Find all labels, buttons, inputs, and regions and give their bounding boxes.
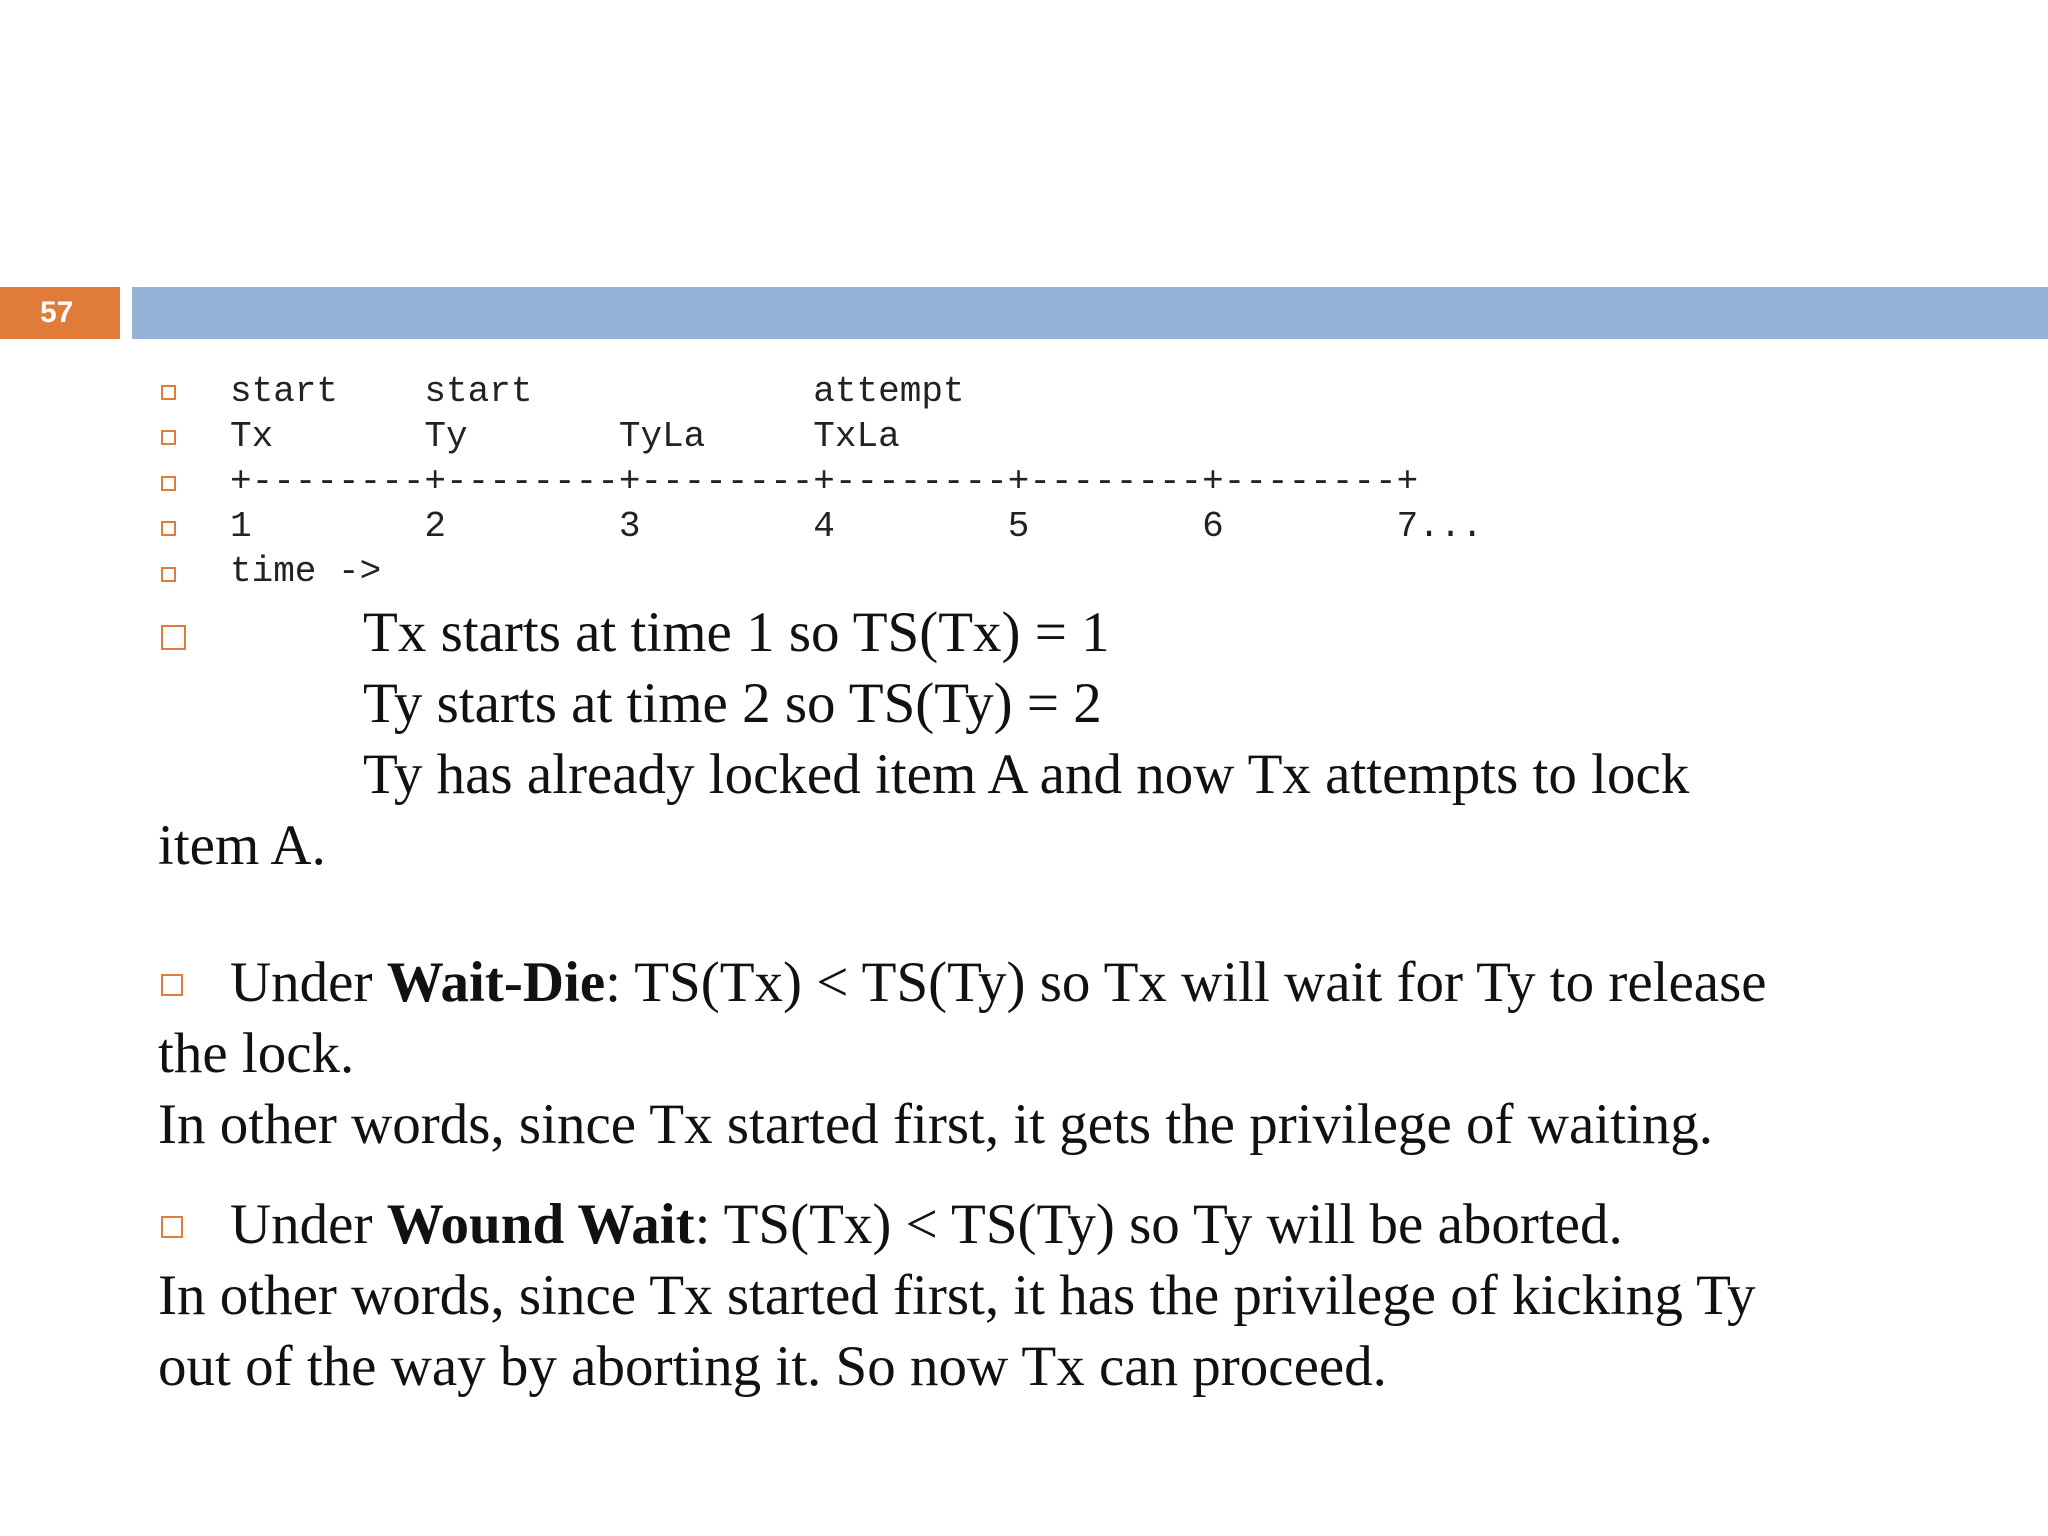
bullet-icon xyxy=(161,974,183,996)
timeline-ticks: 1 2 3 4 5 6 7... xyxy=(230,506,1484,547)
wait-die-rule: : TS(Tx) < TS(Ty) so Tx will wait for Ty to release xyxy=(605,951,1767,1014)
slide-number: 57 xyxy=(0,287,120,339)
fact-tx-start: Tx starts at time 1 so TS(Tx) = 1 xyxy=(363,601,1110,664)
bullet-icon xyxy=(161,567,176,582)
wait-die-term: Wait-Die xyxy=(386,951,606,1014)
wait-die-heading xyxy=(230,947,1767,1018)
wound-wait-explanation-cont: out of the way by aborting it. So now Tx can proceed. xyxy=(158,1335,1387,1398)
wound-wait-term: Wound Wait xyxy=(386,1193,695,1256)
wait-die-explanation: In other words, since Tx started first, it gets the privilege of waiting. xyxy=(158,1093,1714,1156)
wound-wait-heading xyxy=(230,1189,1623,1260)
timeline-caption: time -> xyxy=(230,551,382,592)
wound-wait-prefix: Under xyxy=(230,1193,387,1256)
fact-lock-attempt: Ty has already locked item A and now Tx attempts to lock xyxy=(363,743,1690,806)
bullet-icon xyxy=(161,521,176,536)
bullet-icon xyxy=(161,625,186,650)
bullet-icon xyxy=(161,430,176,445)
header-bar xyxy=(132,287,2048,339)
wait-die-prefix: Under xyxy=(230,951,387,1014)
wound-wait-rule: : TS(Tx) < TS(Ty) so Ty will be aborted. xyxy=(694,1193,1623,1256)
timeline-event-labels: start start attempt xyxy=(230,371,965,412)
bullet-icon xyxy=(161,385,176,400)
wound-wait-explanation: In other words, since Tx started first, it has the privilege of kicking Ty xyxy=(158,1264,1756,1327)
fact-ty-start: Ty starts at time 2 so TS(Ty) = 2 xyxy=(363,672,1102,735)
bullet-icon xyxy=(161,1216,183,1238)
wait-die-rule-cont: the lock. xyxy=(158,1022,355,1085)
timeline-axis: +--------+--------+--------+--------+--------+--------+ xyxy=(230,461,1419,502)
fact-lock-attempt-cont: item A. xyxy=(158,814,326,877)
bullet-icon xyxy=(161,476,176,491)
timeline-transaction-labels: Tx Ty TyLa TxLa xyxy=(230,416,900,457)
